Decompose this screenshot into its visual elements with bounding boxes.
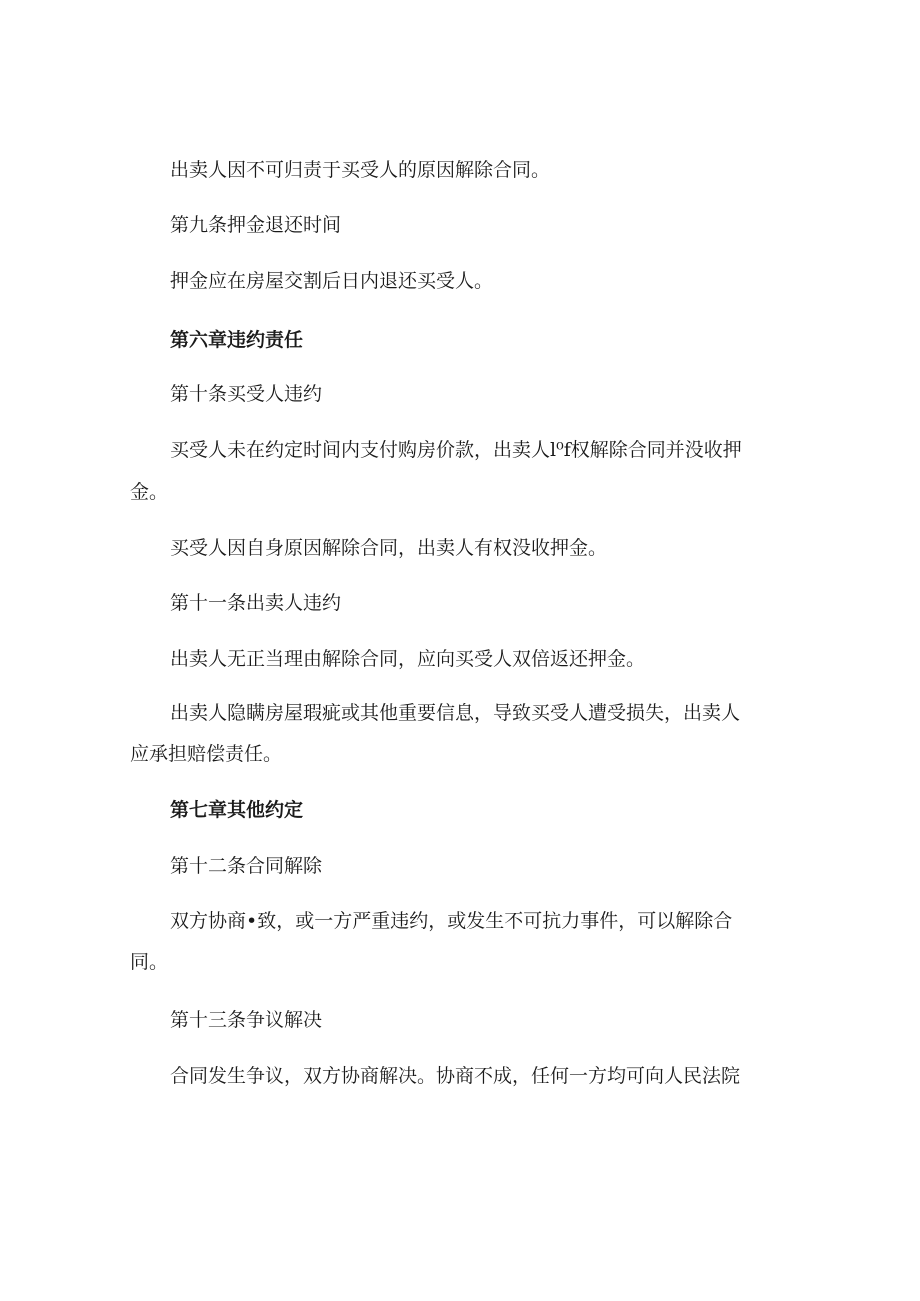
paragraph: 买受人未在约定时间内支付购房价款，出卖人l⁰f权解除合同并没收押 [170,439,742,461]
paragraph: 出卖人无正当理由解除合同，应向买受人双倍返还押金。 [170,648,646,670]
paragraph-continuation: 同。 [130,951,169,973]
paragraph-continuation: 金。 [130,481,169,503]
chapter-heading: 第七章其他约定 [170,799,304,821]
article-title: 第九条押金退还时间 [170,214,342,236]
paragraph: 出卖人因不可归责于买受人的原因解除合同。 [170,159,551,181]
paragraph: 买受人因自身原因解除合同，出卖人有权没收押金。 [170,537,608,559]
article-title: 第十三条争议解决 [170,1009,323,1031]
paragraph: 合同发生争议，双方协商解决。协商不成，任何一方均可向人民法院 [170,1065,741,1087]
article-title: 第十一条出卖人违约 [170,592,342,614]
article-title: 第十条买受人违约 [170,383,323,405]
paragraph-continuation: 应承担赔偿责任。 [130,743,283,765]
paragraph: 出卖人隐瞒房屋瑕疵或其他重要信息，导致买受人遭受损失，出卖人 [170,702,741,724]
article-title: 第十二条合同解除 [170,855,323,877]
paragraph: 双方协商•致，或一方严重违约，或发生不可抗力事件，可以解除合 [170,910,733,932]
chapter-heading: 第六章违约责任 [170,329,304,351]
paragraph: 押金应在房屋交割后日内退还买受人。 [170,270,494,292]
